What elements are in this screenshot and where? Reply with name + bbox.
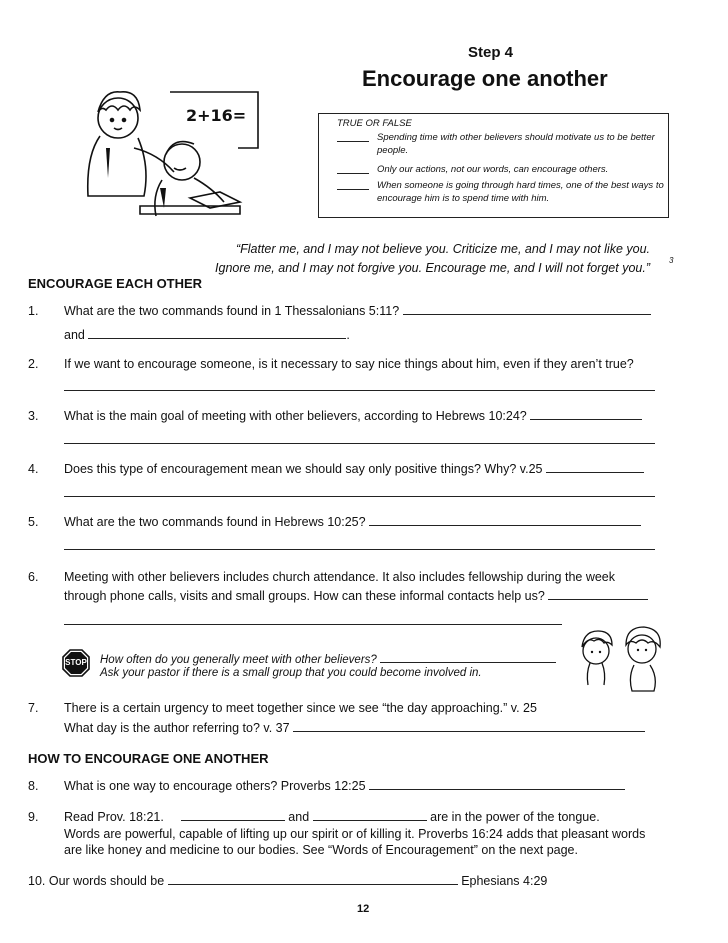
answer-line[interactable]: [88, 326, 346, 339]
question-1-continued: and .: [64, 328, 350, 342]
answer-line[interactable]: [293, 719, 645, 732]
question-7-continued: What day is the author referring to? v. 37: [64, 719, 645, 737]
answer-line[interactable]: [548, 587, 648, 600]
quote: [215, 240, 650, 278]
quote-line-2: Ignore me, and I may not forgive you. Encourage me, and I will not forget you.”: [215, 261, 650, 275]
step-label: Step 4: [468, 44, 514, 61]
answer-line[interactable]: [313, 808, 427, 821]
answer-line[interactable]: [369, 777, 625, 790]
answer-line[interactable]: [530, 407, 642, 420]
section-heading-how-to-encourage: HOW TO ENCOURAGE ONE ANOTHER: [28, 751, 269, 766]
quote-line-1: “Flatter me, and I may not believe you. Criticize me, and I may not like you.: [235, 242, 650, 256]
teacher-student-illustration: [70, 88, 260, 226]
answer-line[interactable]: [380, 650, 556, 663]
question-1: 1. What are the two commands found in 1 Thessalonians 5:11?: [28, 302, 651, 320]
question-9: 9. Read Prov. 18:21. and are in the power of the tongue.: [28, 810, 600, 824]
answer-line[interactable]: [403, 302, 651, 315]
question-6: 6. Meeting with other believers includes church attendance. It also includes fellowship during the week: [28, 570, 616, 584]
question-10: 10. Our words should be Ephesians 4:29: [28, 874, 548, 888]
answer-line[interactable]: [64, 549, 655, 550]
stop-sign-icon: [62, 649, 90, 677]
question-9-line-2: Words are powerful, capable of lifting up our spirit or of killing it. Proverbs 16:24 adds that pleasant words: [64, 827, 646, 841]
answer-blank[interactable]: [337, 173, 369, 174]
true-false-box: TRUE OR FALSE Spending time with other believers should motivate us to be better people. Only our actions, not our words, can encourage others. When someone is going through hard times, one of the best ways to encourage him is to spend time with him.: [318, 113, 669, 218]
answer-blank[interactable]: [337, 189, 369, 190]
answer-line[interactable]: [64, 496, 655, 497]
page-number: 12: [357, 903, 370, 915]
girls-illustration: [568, 625, 678, 695]
question-6-continued: through phone calls, visits and small groups. How can these informal contacts help us?: [64, 587, 648, 605]
answer-line[interactable]: [168, 872, 458, 885]
question-4: 4. Does this type of encouragement mean we should say only positive things? Why? v.25: [28, 460, 644, 478]
answer-line[interactable]: [64, 390, 655, 391]
answer-line[interactable]: [369, 513, 641, 526]
quote-footnote: 3: [669, 256, 674, 265]
answer-line[interactable]: [64, 624, 562, 625]
question-5: 5. What are the two commands found in Hebrews 10:25?: [28, 513, 641, 531]
question-3: 3. What is the main goal of meeting with other believers, according to Hebrews 10:24?: [28, 407, 642, 425]
question-9-line-3: are like honey and medicine to our bodies. See “Words of Encouragement” on the next page.: [64, 843, 578, 857]
answer-line[interactable]: [546, 460, 644, 473]
page-title: Encourage one another: [362, 66, 608, 91]
stop-sign-text: STOP: [65, 658, 87, 667]
true-false-heading: TRUE OR FALSE: [337, 118, 412, 129]
answer-line[interactable]: [181, 808, 285, 821]
question-7: 7. There is a certain urgency to meet together since we see “the day approaching.” v. 25: [28, 701, 537, 715]
question-2: 2. If we want to encourage someone, is it necessary to say nice things about him, even if they aren’t true?: [28, 357, 634, 371]
question-8: 8. What is one way to encourage others? Proverbs 12:25: [28, 777, 625, 795]
chalkboard-text: 2+16=: [186, 106, 247, 125]
stop-prompt: How often do you generally meet with other believers?: [100, 650, 556, 666]
section-heading-encourage-each-other: ENCOURAGE EACH OTHER: [28, 276, 203, 291]
answer-blank[interactable]: [337, 141, 369, 142]
stop-note: Ask your pastor if there is a small group that you could become involved in.: [100, 667, 482, 679]
answer-line[interactable]: [64, 443, 655, 444]
